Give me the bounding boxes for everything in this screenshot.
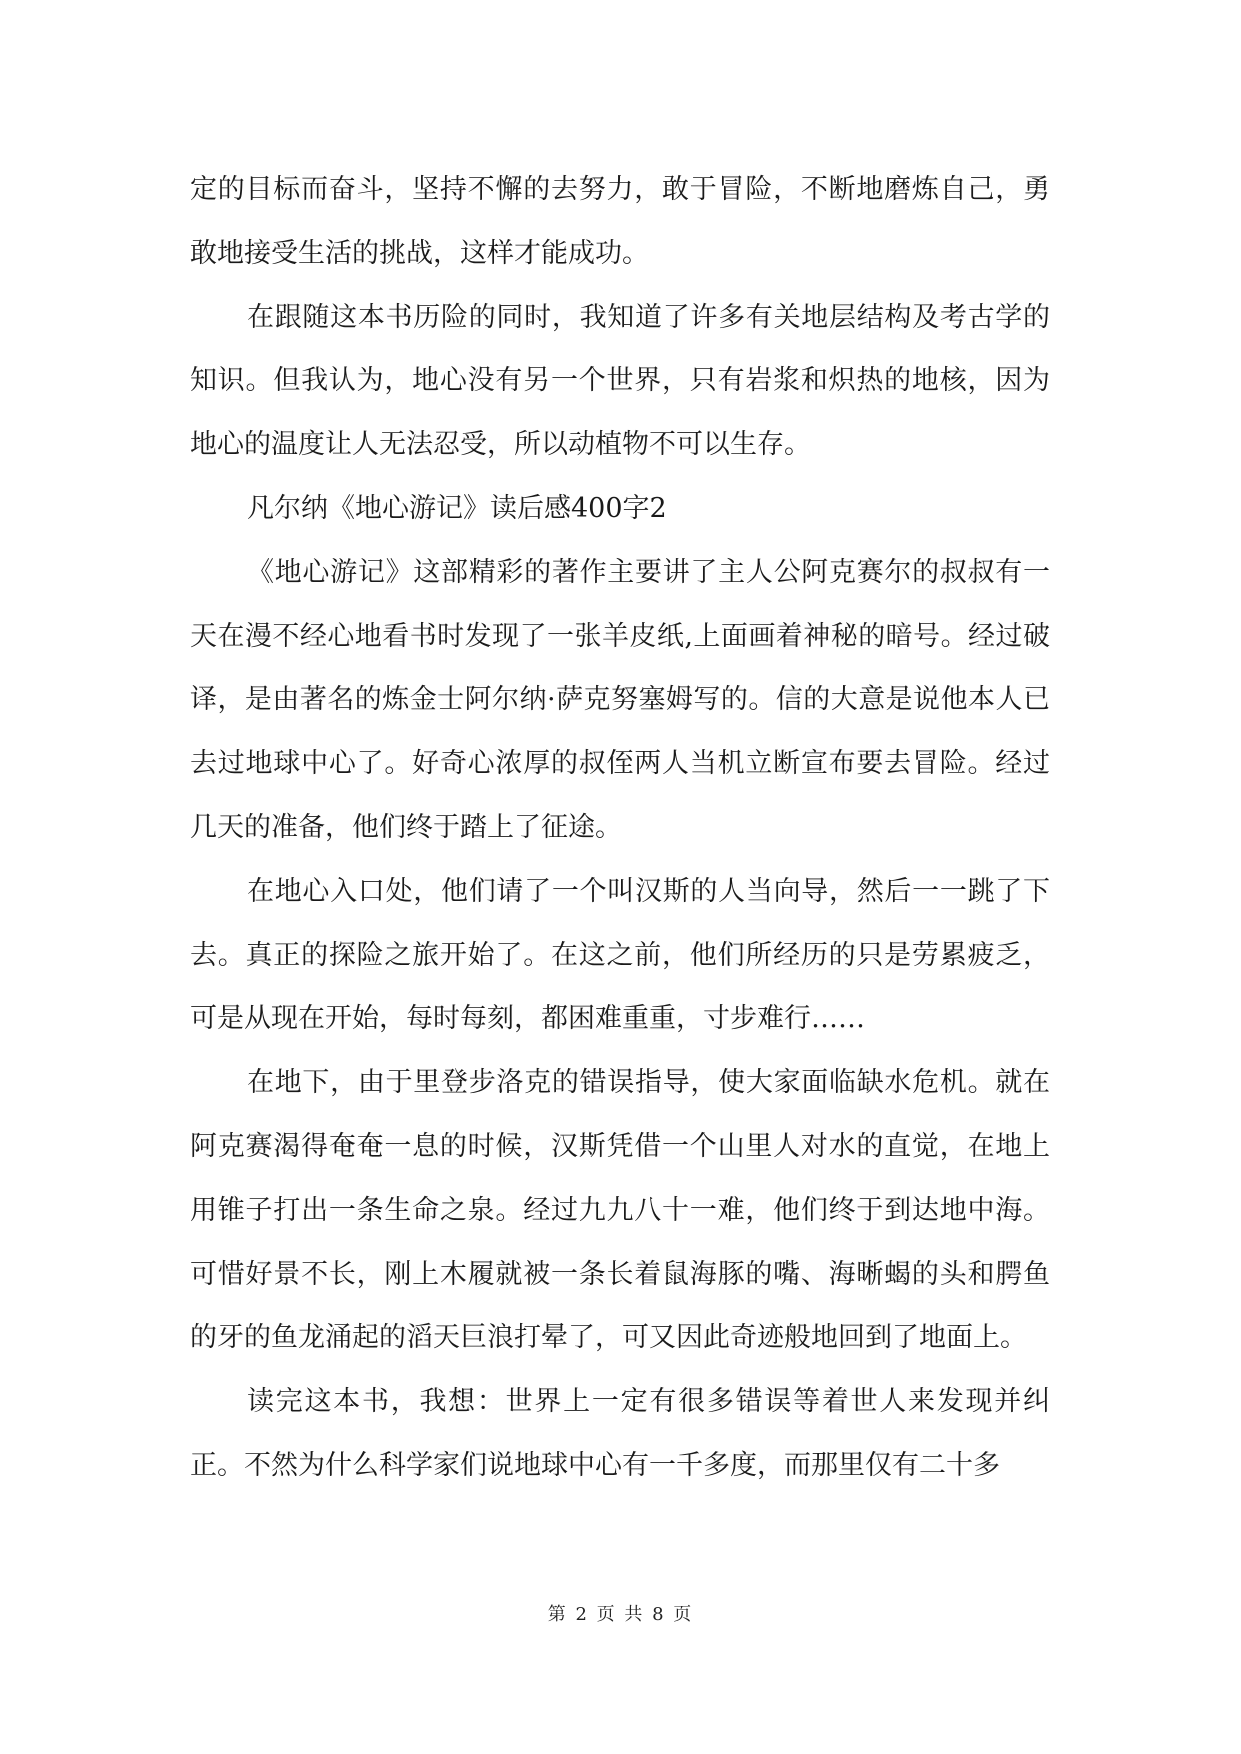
paragraph: 在地心入口处，他们请了一个叫汉斯的人当向导，然后一一跳了下去。真正的探险之旅开始了。在这之前，他们所经历的只是劳累疲乏，可是从现在开始，每时每刻，都困难重重，寸步难行…… [190,875,1050,1035]
paragraph: 在跟随这本书历险的同时，我知道了许多有关地层结构及考古学的知识。但我认为，地心没有另一个世界，只有岩浆和炽热的地核，因为地心的温度让人无法忍受，所以动植物不可以生存。 [190,301,1050,461]
paragraph: 读完这本书，我想：世界上一定有很多错误等着世人来发现并纠正。不然为什么科学家们说地球中心有一千多度，而那里仅有二十多 [190,1386,1050,1481]
paragraph-continuation: 定的目标而奋斗，坚持不懈的去努力，敢于冒险，不断地磨炼自己，勇敢地接受生活的挑战，这样才能成功。 [190,174,1050,269]
section-heading: 凡尔纳《地心游记》读后感400字2 [247,492,667,524]
paragraph: 《地心游记》这部精彩的著作主要讲了主人公阿克赛尔的叔叔有一天在漫不经心地看书时发现了一张羊皮纸,上面画着神秘的暗号。经过破译，是由著名的炼金士阿尔纳·萨克努塞姆写的。信的大意是说他本人已去过地球中心了。好奇心浓厚的叔侄两人当机立断宣布要去冒险。经过几天的准备，他们终于踏上了征途。 [190,556,1050,843]
paragraph: 在地下，由于里登步洛克的错误指导，使大家面临缺水危机。就在阿克赛渴得奄奄一息的时候，汉斯凭借一个山里人对水的直觉，在地上用锥子打出一条生命之泉。经过九九八十一难，他们终于到达地中海。可惜好景不长，刚上木履就被一条长着鼠海豚的嘴、海晰蝎的头和腭鱼的牙的鱼龙涌起的滔天巨浪打晕了，可又因此奇迹般地回到了地面上。 [190,1067,1050,1354]
page-footer [0,1600,1241,1626]
document-body [190,158,1050,1498]
page-number: 第 2 页 共 8 页 [547,1604,694,1625]
